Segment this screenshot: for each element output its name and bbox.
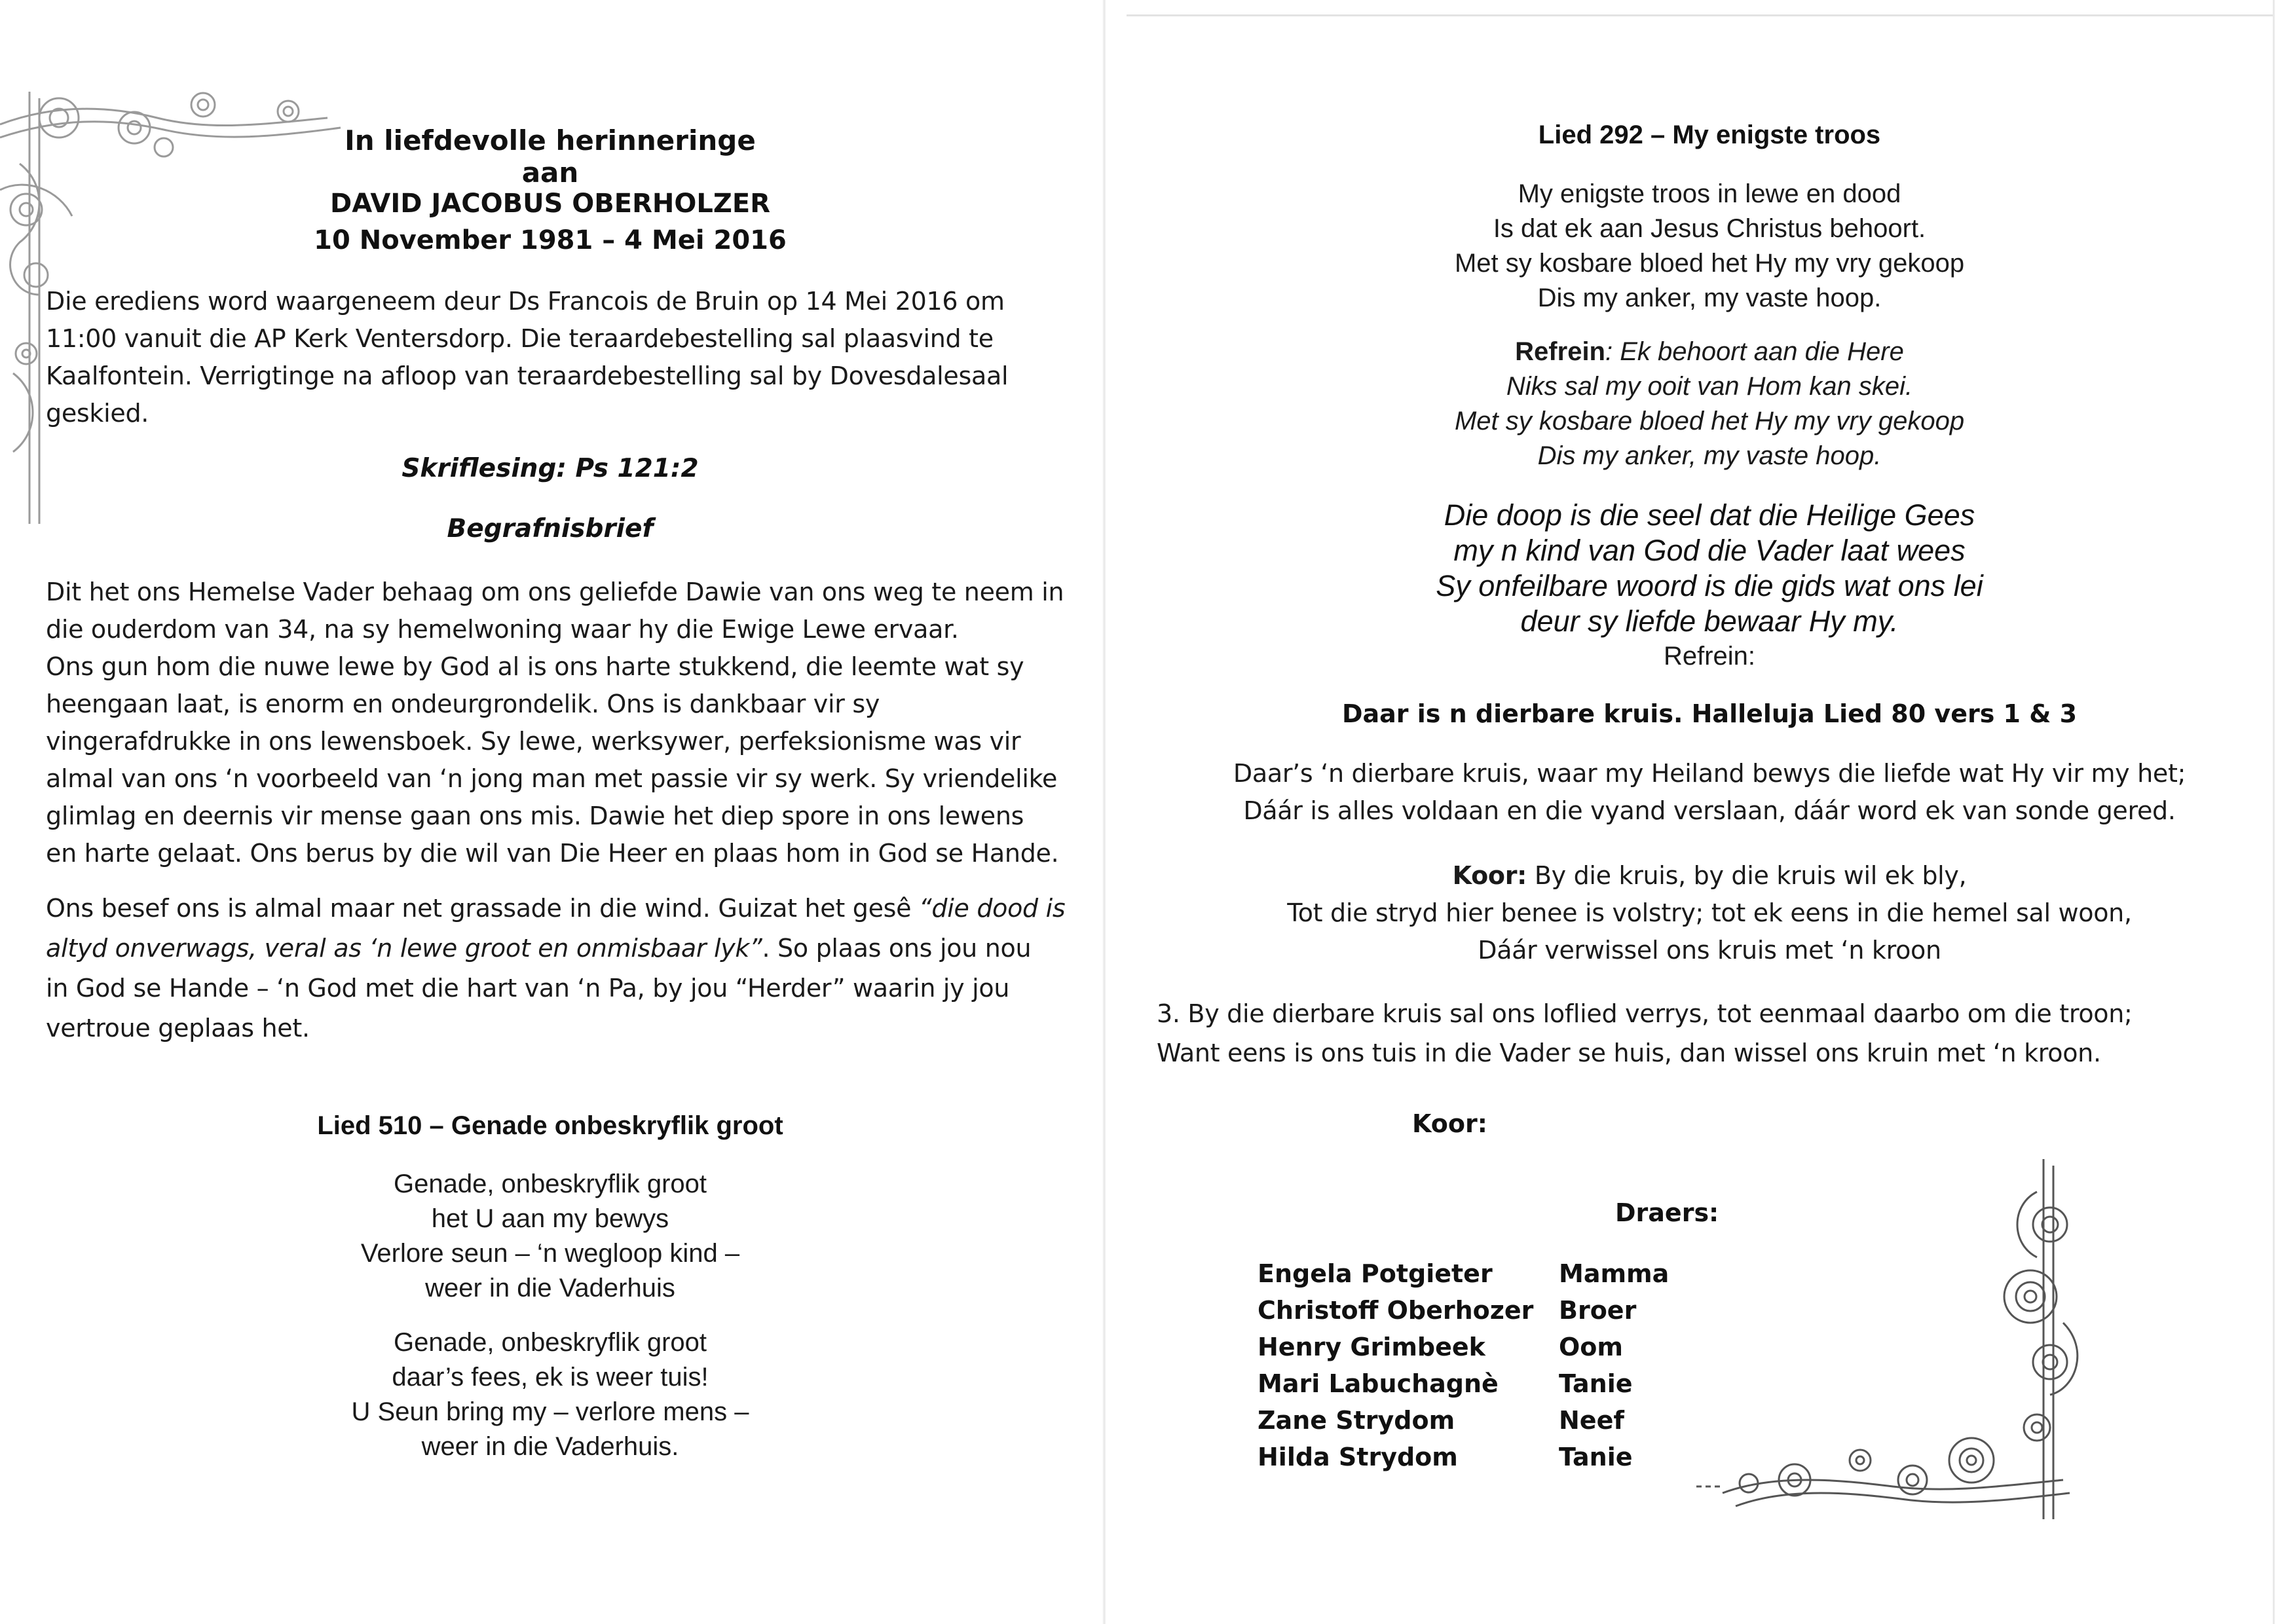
pallbearer-relation: Oom	[1559, 1333, 1624, 1361]
letter-line: en harte gelaat. Ons berus by die wil van Die Heer en plaas hom in God se Hande.	[46, 839, 1059, 868]
pallbearers-title: Draers:	[1615, 1198, 1719, 1227]
lyric-line: Tot die stryd hier benee is volstry; tot ek eens in die hemel sal woon,	[1287, 898, 2132, 927]
closing-text: . So plaas ons jou nou	[762, 934, 1032, 963]
lyric-line: deur sy liefde bewaar Hy my.	[1520, 604, 1899, 638]
lyric-line: My enigste troos in lewe en dood	[1518, 179, 1901, 208]
corner-flourish-bottom-right-icon	[1696, 1153, 2089, 1532]
lyric-line: Die doop is die seel dat die Heilige Gees	[1444, 498, 1975, 532]
hymn-292-title: Lied 292 – My enigste troos	[1538, 120, 1881, 149]
table-row	[1258, 1329, 1669, 1365]
letter-line: glimlag en deernis vir mense gaan ons mis. Dawie het diep spore in ons lewens	[46, 802, 1024, 830]
service-line: geskied.	[46, 399, 149, 428]
deceased-name: DAVID JACOBUS OBERHOLZER	[329, 189, 771, 219]
lyric-line: Dis my anker, my vaste hoop.	[1537, 284, 1882, 312]
letter-line: Ons gun hom die nuwe lewe by God al is ons harte stukkend, die leemte wat sy	[46, 652, 1024, 681]
lyric-line: Sy onfeilbare woord is die gids wat ons lei	[1436, 569, 1983, 602]
hymn-80-verse-3	[1157, 994, 2283, 1073]
lyric-line: U Seun bring my – verlore mens –	[351, 1397, 749, 1426]
scripture-reading: Skriflesing: Ps 121:2	[401, 454, 699, 483]
pallbearer-name: Christoff Oberhozer	[1258, 1296, 1534, 1325]
lyric-line: Want eens is ons tuis in die Vader se huis, dan wissel ons kruin met ‘n kroon.	[1157, 1039, 2101, 1067]
life-dates: 10 November 1981 – 4 Mei 2016	[314, 225, 787, 255]
lyric-line: Is dat ek aan Jesus Christus behoort.	[1493, 214, 1926, 243]
lyric-line: Niks sal my ooit van Hom kan skei.	[1506, 372, 1913, 401]
pallbearer-relation: Mamma	[1559, 1259, 1670, 1288]
closing-text: in God se Hande – ‘n God met die hart van ‘n Pa, by jou “Herder” waarin jy jou	[46, 974, 1010, 1003]
right-page	[1107, 0, 2295, 1624]
closing-text: vertroue geplaas het.	[46, 1014, 310, 1043]
table-row	[1258, 1365, 1669, 1402]
letter-title: Begrafnisbrief	[447, 514, 654, 544]
service-line: 11:00 vanuit die AP Kerk Ventersdorp. Die teraardebestelling sal plaasvind te	[46, 324, 994, 353]
pallbearer-relation: Broer	[1559, 1296, 1637, 1325]
quote-text: “die dood is	[919, 894, 1066, 923]
letter-line: heengaan laat, is enorm en ondeurgrondelik. Ons is dankbaar vir sy	[46, 690, 880, 718]
pallbearer-name: Mari Labuchagnè	[1258, 1369, 1499, 1398]
table-row	[1258, 1255, 1669, 1292]
lyric-line: het U aan my bewys	[431, 1204, 669, 1233]
pallbearer-relation: Tanie	[1559, 1369, 1633, 1398]
pallbearer-relation: Tanie	[1559, 1443, 1633, 1471]
hymn-292-verse-2	[1356, 498, 2063, 639]
hymn-510-title: Lied 510 – Genade onbeskryflik groot	[317, 1111, 783, 1140]
pallbearer-relation: Neef	[1559, 1406, 1624, 1435]
service-line: Kaalfontein. Verrigtinge na afloop van teraardebestelling sal by Dovesdalesaal	[46, 361, 1009, 390]
lyric-line: Dáár is alles voldaan en die vyand verslaan, dáár word ek van sonde gered.	[1243, 796, 2176, 825]
lyric-line: By die kruis, by die kruis wil ek bly,	[1527, 861, 1967, 890]
lyric-line: weer in die Vaderhuis	[425, 1274, 675, 1302]
memorial-title: In liefdevolle herinneringe aan	[345, 124, 756, 189]
lyric-line: Dis my anker, my vaste hoop.	[1537, 441, 1882, 470]
lyric-line: Verlore seun – ‘n wegloop kind –	[360, 1239, 740, 1268]
quote-text: altyd onverwags, veral as ‘n lewe groot en onmisbaar lyk”	[46, 934, 762, 963]
letter-line: almal van ons ‘n voorbeeld van ‘n jong man met passie vir sy werk. Sy vriendelike	[46, 764, 1058, 793]
service-details	[46, 283, 1094, 432]
pallbearer-name: Hilda Strydom	[1258, 1443, 1458, 1471]
hymn-292-refrain	[1382, 335, 2037, 473]
letter-line: die ouderdom van 34, na sy hemelwoning waar hy die Ewige Lewe ervaar.	[46, 615, 959, 644]
pallbearers-table	[1258, 1255, 1669, 1475]
pallbearer-name: Engela Potgieter	[1258, 1259, 1493, 1288]
table-row	[1258, 1439, 1669, 1475]
lyric-line: my n kind van God die Vader laat wees	[1453, 534, 1966, 567]
lyric-line: 3. By die dierbare kruis sal ons loflied verrys, tot eenmaal daarbo om die troon;	[1157, 999, 2133, 1028]
letter-line: vingerafdrukke in ons lewensboek. Sy lewe, werksywer, perfeksionisme was vir	[46, 727, 1021, 756]
lyric-line: Daar’s ‘n dierbare kruis, waar my Heiland bewys die liefde wat Hy vir my het;	[1233, 759, 2186, 788]
lyric-line: Genade, onbeskryflik groot	[393, 1170, 707, 1198]
lyric-line: : Ek behoort aan die Here	[1605, 337, 1904, 366]
hymn-510-verse-2	[242, 1325, 858, 1464]
chorus-label: Koor:	[1452, 861, 1527, 890]
hymn-510-verse-1	[242, 1167, 858, 1306]
hymn-80-verse-1	[1146, 755, 2273, 830]
funeral-letter	[46, 574, 1100, 872]
pallbearer-name: Henry Grimbeek	[1258, 1333, 1485, 1361]
closing-text: Ons besef ons is almal maar net grassade in die wind. Guizat het gesê	[46, 894, 920, 923]
lyric-line: weer in die Vaderhuis.	[421, 1432, 679, 1461]
letter-line: Dit het ons Hemelse Vader behaag om ons geliefde Dawie van ons weg te neem in	[46, 578, 1064, 606]
left-page	[0, 0, 1107, 1624]
service-line: Die erediens word waargeneem deur Ds Francois de Bruin op 14 Mei 2016 om	[46, 287, 1005, 316]
refrain-label: Refrein	[1515, 337, 1605, 366]
pallbearer-name: Zane Strydom	[1258, 1406, 1455, 1435]
hymn-80-chorus	[1146, 857, 2273, 969]
letter-closing-paragraph	[46, 889, 1100, 1048]
refrain-reference: Refrein:	[1663, 642, 1756, 671]
lyric-line: Met sy kosbare bloed het Hy my vry gekoop	[1454, 407, 1965, 435]
hymn-292-verse-1	[1382, 177, 2037, 316]
table-row	[1258, 1292, 1669, 1329]
chorus-repeat-label: Koor:	[1412, 1109, 1487, 1138]
lyric-line: Genade, onbeskryflik groot	[393, 1328, 707, 1357]
lyric-line: Met sy kosbare bloed het Hy my vry gekoop	[1454, 249, 1965, 278]
lyric-line: daar’s fees, ek is weer tuis!	[392, 1363, 709, 1392]
table-row	[1258, 1402, 1669, 1439]
hymn-80-title: Daar is n dierbare kruis. Halleluja Lied 80 vers 1 & 3	[1341, 699, 2078, 728]
lyric-line: Dáár verwissel ons kruis met ‘n kroon	[1478, 936, 1941, 965]
